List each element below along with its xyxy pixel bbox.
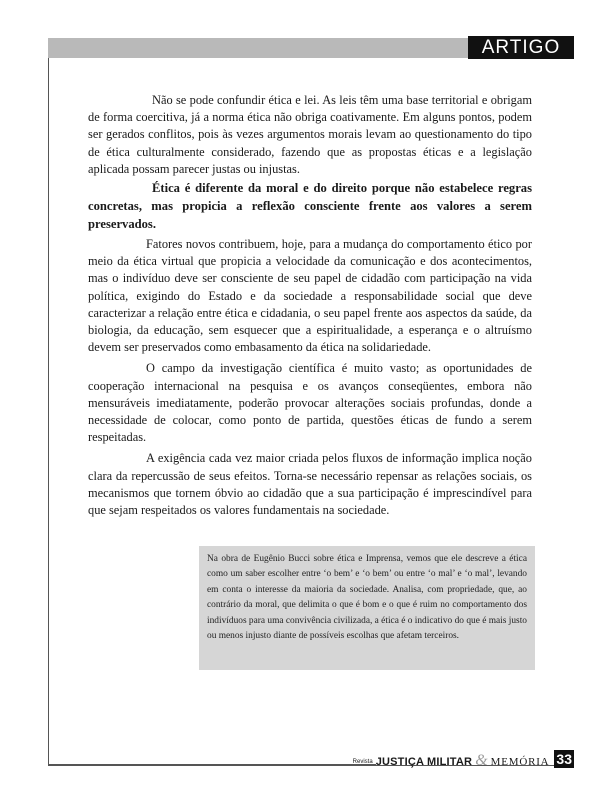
paragraph-1: Não se pode confundir ética e lei. As leis têm uma base territorial e obrigam de forma coercitiva, já a norma ética não obriga coativamente. Em alguns pontos, podem ser gerados conflitos, pois às vezes argumentos morais levam ao questionamento do tipo de ética culturalmente considerado, fazendo que as propostas éticas e a legislação aplicada possam parecer justas ou injustas. [88, 93, 532, 176]
paragraph-2: Fatores novos contribuem, hoje, para a mudança do comportamento ético por meio da ética virtual que propicia a velocidade da comunicação e dos acontecimentos, mas o indivíduo deve ser consciente de seu papel de cidadão com participação na vida política, exigindo do Estado e da sociedade a responsabilidade social que deve caracterizar a relação entre ética e cidadania, o seu papel frente aos aspectos da saúde, da biologia, da educação, sem esquecer que a espiritualidade, a esperança e o altruísmo devem ser preservados como embasamento da ética na solidariedade. [88, 237, 532, 355]
article-body [88, 92, 532, 519]
footer-magazine-title: JUSTIÇA MILITAR [375, 756, 473, 768]
paragraph-3: O campo da investigação científica é muito vasto; as oportunidades de cooperação internacional na pesquisa e os avanços conseqüentes, embora não mensuráveis imediatamente, poderão provocar alterações sociais profundas, donde a necessidade de colocar, como ponto de partida, questões éticas de fundo a serem respeitadas. [88, 361, 532, 445]
section-tag: ARTIGO [468, 36, 574, 59]
highlight-paragraph: Ética é diferente da moral e do direito porque não estabelece regras concretas, mas propicia a reflexão consciente frente aos valores a serem preservados. [88, 181, 532, 232]
footer [353, 748, 574, 768]
footer-ampersand: & [475, 752, 488, 769]
paragraph-4: A exigência cada vez maior criada pelos fluxos de informação implica noção clara da repercussão de seus efeitos. Torna-se necessário repensar as relações sociais, os mecanismos que tornem óbvio ao cidadão que a sua participação é imprescindível para que sejam respeitados os valores fundamentais na sociedade. [88, 451, 532, 518]
quote-box [199, 546, 535, 670]
footer-revista: Revista [352, 759, 373, 765]
quote-text: Na obra de Eugênio Bucci sobre ética e Imprensa, vemos que ele descreve a ética como um saber escolher entre ‘o bem’ e ‘o bem’ ou entre ‘o mal’ e ‘o mal’, levando em conta o interesse da maioria da sociedade. Analisa, com propriedade, que, ao contrário da moral, que delimita o que é bom e o que é ruim no comportamento dos indivíduos para uma convivência civilizada, a ética é o indicativo do que é mais justo ou menos injusto diante de possíveis escolhas que afetam terceiros. [207, 554, 527, 642]
header-bar [48, 38, 468, 58]
page-number: 33 [556, 751, 572, 767]
footer-rule [48, 764, 376, 765]
footer-memoria: MEMÓRIA [490, 756, 550, 768]
